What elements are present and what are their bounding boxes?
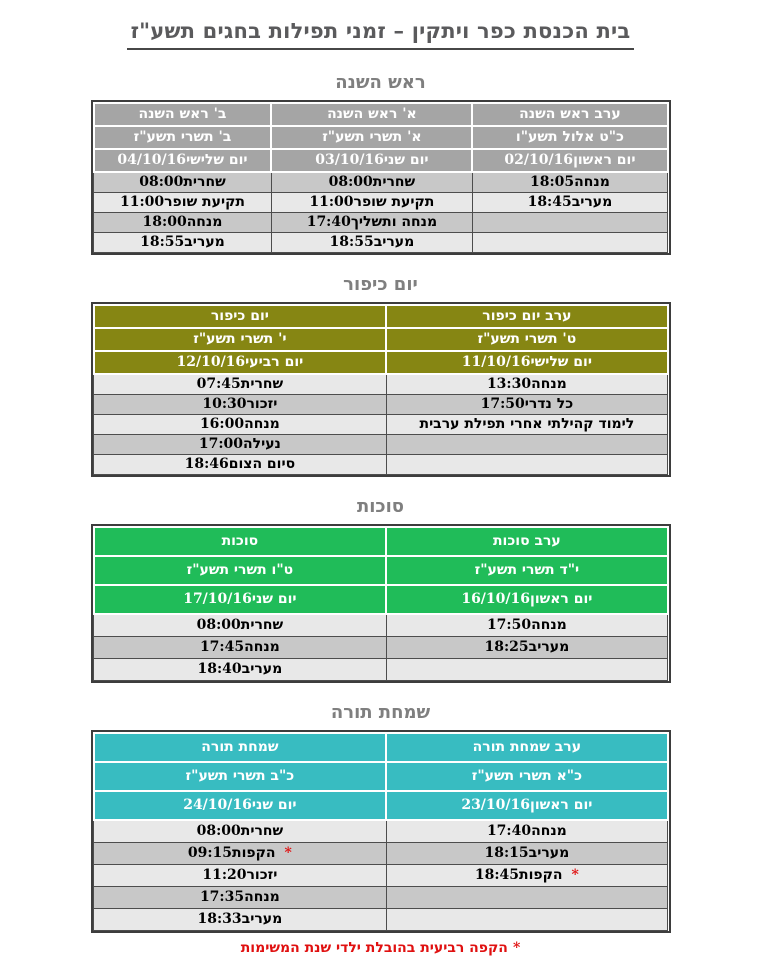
header-cell: ערב יום כיפור — [386, 305, 667, 328]
header-cell: ערב סוכות — [386, 527, 667, 556]
header-cell: יום כיפור — [94, 305, 387, 328]
table-cell: שחרית08:00 — [94, 614, 387, 637]
section-rosh-hashanah — [91, 72, 671, 255]
table-row — [94, 374, 668, 395]
section-yom-kippur — [91, 274, 671, 477]
table-cell — [386, 909, 667, 931]
tables-container — [91, 72, 671, 956]
header-cell: י' תשרי תשע"ז — [94, 328, 387, 351]
title-row — [0, 16, 761, 50]
header-cell: ט' תשרי תשע"ז — [386, 328, 667, 351]
header-cell: ערב ראש השנה — [472, 103, 667, 126]
table-cell — [386, 659, 667, 681]
footnote-text: הקפה רביעית בהובלת ילדי שנת המשימות — [240, 940, 508, 956]
header-row — [94, 328, 668, 351]
table-cell — [386, 887, 667, 909]
section-heading-simchat-torah: שמחת תורה — [330, 702, 431, 723]
table-cell: מנחה18:00 — [94, 213, 272, 233]
table-cell: מנחה17:35 — [94, 887, 387, 909]
table-cell: מנחה18:05 — [472, 172, 667, 193]
table-cell: מעריב18:55 — [271, 233, 472, 253]
header-cell: יום רביעי12/10/16 — [94, 351, 387, 374]
table-cell: שחרית08:00 — [271, 172, 472, 193]
table-row — [94, 233, 668, 253]
section-sukkot — [91, 496, 671, 683]
table-cell — [472, 213, 667, 233]
header-cell: ב' תשרי תשע"ז — [94, 126, 272, 149]
table-row — [94, 415, 668, 435]
table-border — [91, 100, 671, 255]
table-row — [94, 455, 668, 475]
table-cell: מנחה17:50 — [386, 614, 667, 637]
table-cell: שחרית07:45 — [94, 374, 387, 395]
header-cell: יום ראשון23/10/16 — [386, 791, 667, 820]
table-row — [94, 614, 668, 637]
header-cell: ט"ו תשרי תשע"ז — [94, 556, 387, 585]
header-cell: יום שני24/10/16 — [94, 791, 387, 820]
table-row — [94, 820, 668, 843]
footnote — [91, 940, 671, 956]
table-cell: מעריב18:15 — [386, 843, 667, 865]
header-cell: ערב שמחת תורה — [386, 733, 667, 762]
section-heading-sukkot: סוכות — [356, 496, 405, 517]
table-cell: תקיעת שופר11:00 — [94, 193, 272, 213]
header-cell: סוכות — [94, 527, 387, 556]
asterisk-mark: * — [284, 845, 292, 861]
section-heading-rosh-hashanah: ראש השנה — [335, 72, 426, 93]
header-cell: יום שלישי04/10/16 — [94, 149, 272, 172]
table-row — [94, 172, 668, 193]
schedule-table-simchat-torah — [93, 732, 669, 931]
table-row — [94, 213, 668, 233]
table-row — [94, 865, 668, 887]
table-cell: נעילה17:00 — [94, 435, 387, 455]
table-row — [94, 193, 668, 213]
header-cell: ב' ראש השנה — [94, 103, 272, 126]
header-cell: יום שלישי11/10/16 — [386, 351, 667, 374]
header-cell: כ"א תשרי תשע"ז — [386, 762, 667, 791]
header-row — [94, 351, 668, 374]
header-row — [94, 733, 668, 762]
schedule-table-rosh-hashanah — [93, 102, 669, 253]
table-row — [94, 843, 668, 865]
table-cell: שחרית08:00 — [94, 172, 272, 193]
header-row — [94, 527, 668, 556]
table-cell: מעריב18:40 — [94, 659, 387, 681]
table-cell — [386, 435, 667, 455]
header-cell: א' תשרי תשע"ז — [271, 126, 472, 149]
table-cell: מנחה16:00 — [94, 415, 387, 435]
table-cell: מעריב18:45 — [472, 193, 667, 213]
table-row — [94, 395, 668, 415]
table-border — [91, 730, 671, 933]
header-cell: י"ד תשרי תשע"ז — [386, 556, 667, 585]
header-cell: א' ראש השנה — [271, 103, 472, 126]
header-cell: כ"ב תשרי תשע"ז — [94, 762, 387, 791]
table-cell: מנחה ותשליך17:40 — [271, 213, 472, 233]
table-cell: יזכור10:30 — [94, 395, 387, 415]
section-simchat-torah — [91, 702, 671, 933]
header-cell: יום ראשון16/10/16 — [386, 585, 667, 614]
table-cell: סיום הצום18:46 — [94, 455, 387, 475]
table-cell: מנחה17:40 — [386, 820, 667, 843]
header-row — [94, 126, 668, 149]
header-row — [94, 149, 668, 172]
table-cell: תקיעת שופר11:00 — [271, 193, 472, 213]
table-cell: מנחה17:45 — [94, 637, 387, 659]
table-cell: מעריב18:33 — [94, 909, 387, 931]
table-cell — [386, 455, 667, 475]
table-cell: מעריב18:55 — [94, 233, 272, 253]
table-cell: מעריב18:25 — [386, 637, 667, 659]
header-cell: יום ראשון02/10/16 — [472, 149, 667, 172]
header-row — [94, 762, 668, 791]
asterisk-mark: * — [512, 940, 521, 956]
header-cell: כ"ט אלול תשע"ו — [472, 126, 667, 149]
table-row — [94, 887, 668, 909]
section-heading-yom-kippur: יום כיפור — [343, 274, 418, 295]
table-cell: מנחה13:30 — [386, 374, 667, 395]
table-row — [94, 637, 668, 659]
table-cell: לימוד קהילתי אחרי תפילת ערבית — [386, 415, 667, 435]
table-border — [91, 524, 671, 683]
header-row — [94, 305, 668, 328]
table-cell: כל נדרי17:50 — [386, 395, 667, 415]
table-row — [94, 435, 668, 455]
table-cell: *הקפות18:45 — [386, 865, 667, 887]
header-row — [94, 556, 668, 585]
schedule-table-yom-kippur — [93, 304, 669, 475]
asterisk-mark: * — [571, 867, 579, 883]
table-row — [94, 909, 668, 931]
table-row — [94, 659, 668, 681]
header-cell: שמחת תורה — [94, 733, 387, 762]
table-cell: יזכור11:20 — [94, 865, 387, 887]
header-cell: יום שני03/10/16 — [271, 149, 472, 172]
table-cell — [472, 233, 667, 253]
table-border — [91, 302, 671, 477]
table-cell: *הקפות09:15 — [94, 843, 387, 865]
header-row — [94, 791, 668, 820]
header-row — [94, 103, 668, 126]
table-cell: שחרית08:00 — [94, 820, 387, 843]
header-cell: יום שני17/10/16 — [94, 585, 387, 614]
header-row — [94, 585, 668, 614]
page-title: בית הכנסת כפר ויתקין – זמני תפילות בחגים תשע"ז — [127, 18, 635, 50]
schedule-table-sukkot — [93, 526, 669, 681]
